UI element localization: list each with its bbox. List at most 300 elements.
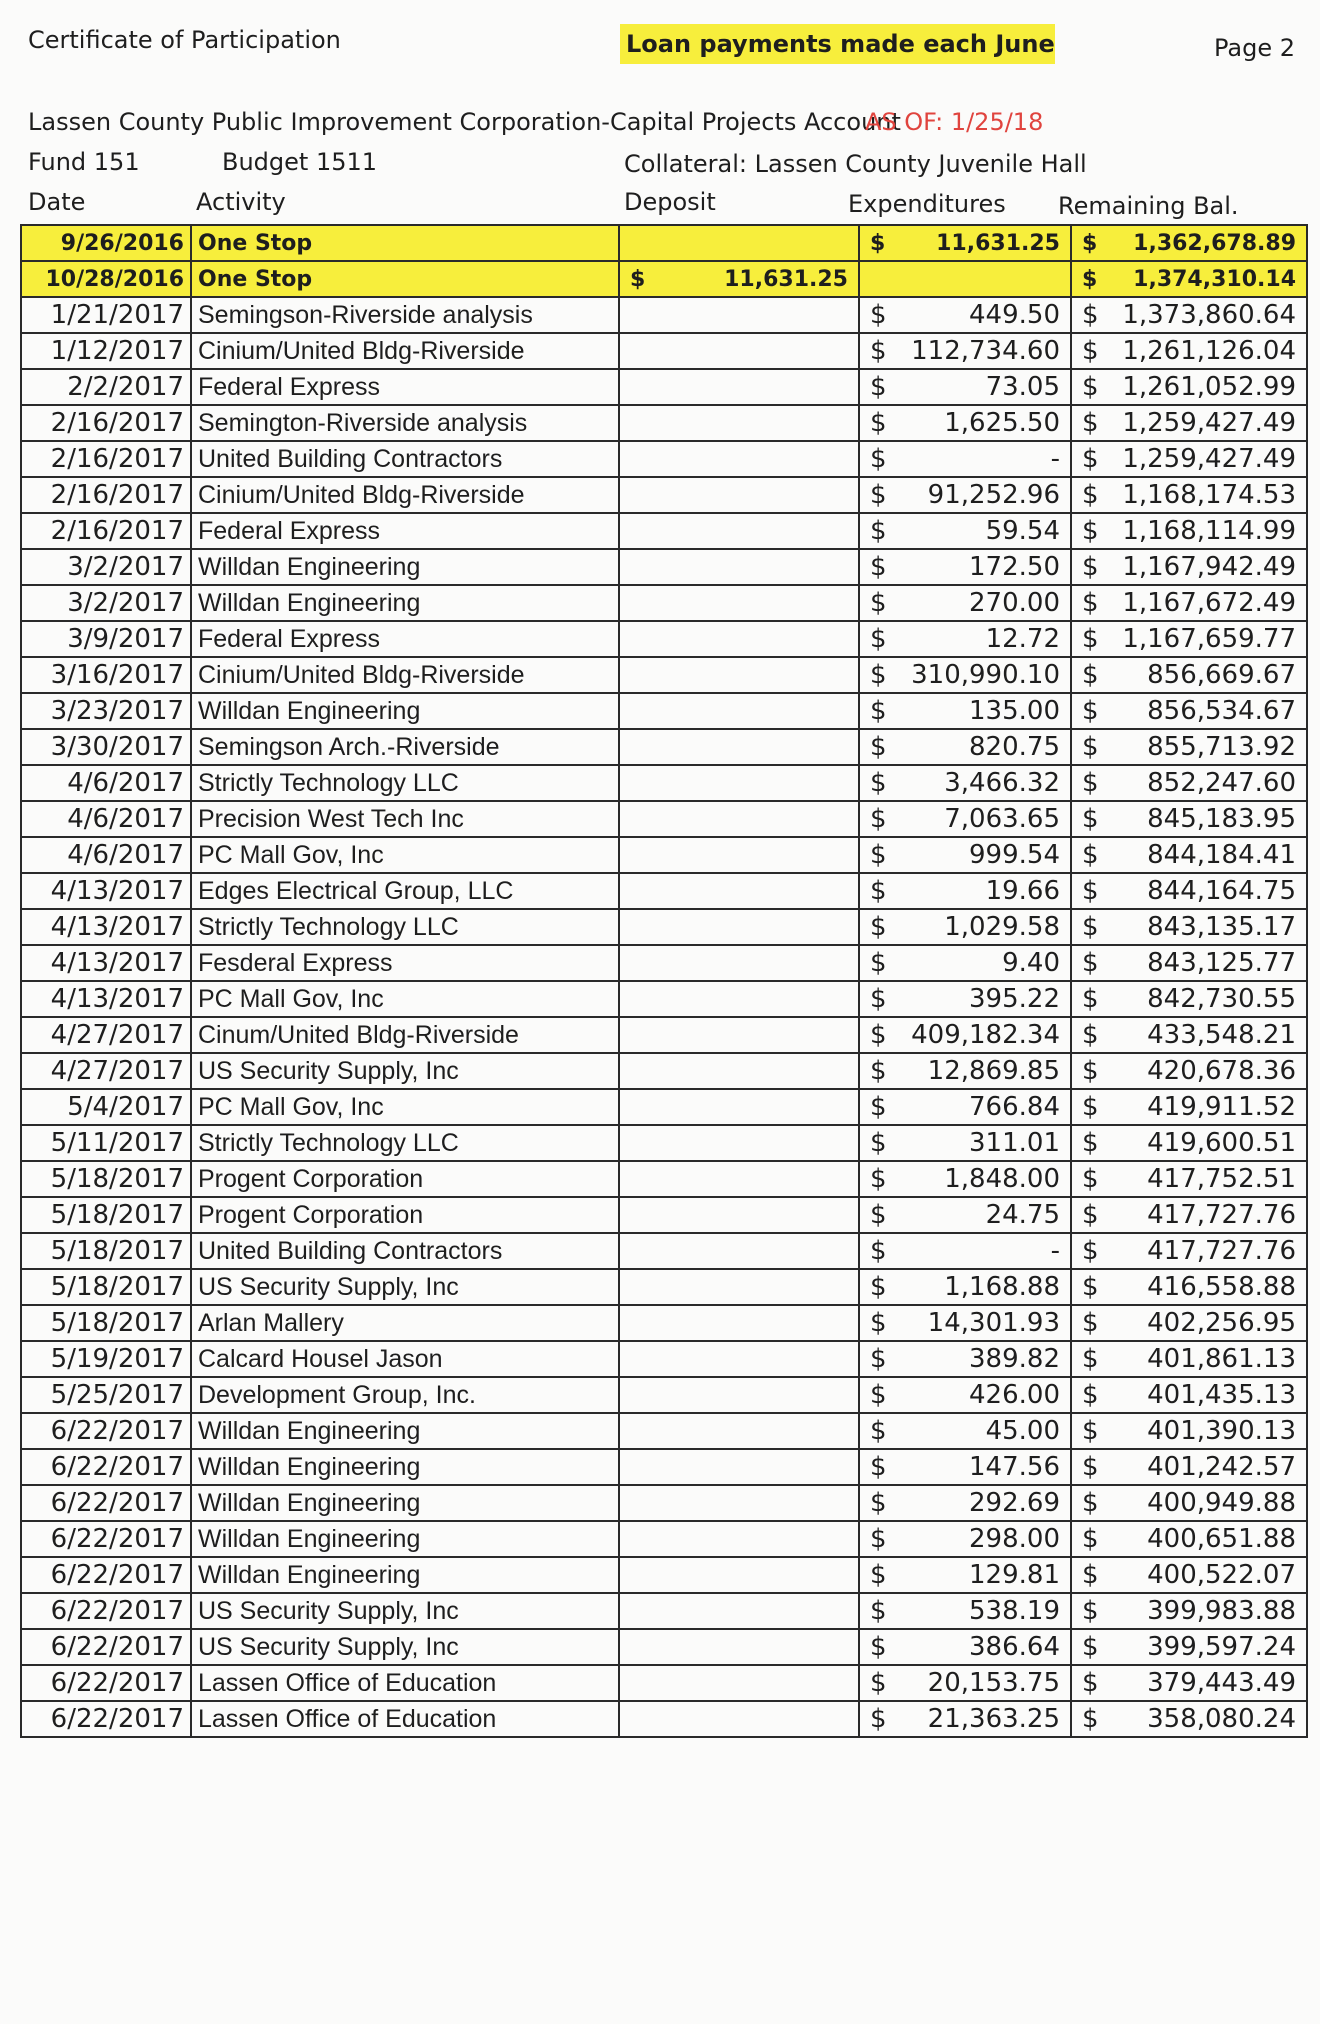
expenditure-cell	[859, 549, 1071, 585]
balance-cell-amount: 1,259,427.49	[1122, 444, 1296, 474]
currency-symbol: $	[870, 1272, 887, 1302]
date-cell: 4/6/2017	[21, 801, 191, 837]
date-cell: 6/22/2017	[21, 1665, 191, 1701]
table-row	[21, 477, 1307, 513]
expenditure-cell	[859, 1521, 1071, 1557]
deposit-cell	[619, 297, 859, 333]
deposit-cell	[619, 873, 859, 909]
table-row	[21, 1377, 1307, 1413]
balance-cell	[1071, 1449, 1307, 1485]
table-row	[21, 729, 1307, 765]
activity-cell: Federal Express	[191, 369, 619, 405]
deposit-cell-amount: 11,631.25	[724, 266, 848, 292]
deposit-cell	[619, 1665, 859, 1701]
deposit-cell	[619, 1197, 859, 1233]
currency-symbol: $	[870, 804, 887, 834]
currency-symbol: $	[870, 732, 887, 762]
expenditure-cell	[859, 1629, 1071, 1665]
activity-cell: Strictly Technology LLC	[191, 909, 619, 945]
balance-cell-amount: 401,861.13	[1147, 1344, 1296, 1374]
date-cell: 3/2/2017	[21, 585, 191, 621]
deposit-cell	[619, 1413, 859, 1449]
currency-symbol: $	[870, 1092, 887, 1122]
balance-cell	[1071, 1161, 1307, 1197]
deposit-cell	[619, 837, 859, 873]
currency-symbol: $	[870, 1632, 887, 1662]
balance-cell	[1071, 765, 1307, 801]
activity-cell: United Building Contractors	[191, 1233, 619, 1269]
document-title: Certificate of Participation	[28, 26, 341, 54]
currency-symbol: $	[870, 1416, 887, 1446]
balance-cell	[1071, 801, 1307, 837]
balance-cell	[1071, 1017, 1307, 1053]
currency-symbol: $	[870, 300, 887, 330]
balance-cell-amount: 856,669.67	[1147, 660, 1296, 690]
table-row	[21, 1593, 1307, 1629]
activity-cell: US Security Supply, Inc	[191, 1629, 619, 1665]
currency-symbol: $	[870, 1164, 887, 1194]
currency-symbol: $	[1082, 912, 1099, 942]
expenditure-cell-amount: 538.19	[969, 1596, 1060, 1626]
balance-cell-amount: 416,558.88	[1147, 1272, 1296, 1302]
table-row	[21, 1629, 1307, 1665]
balance-cell-amount: 379,443.49	[1147, 1668, 1296, 1698]
balance-cell	[1071, 909, 1307, 945]
currency-symbol: $	[1082, 480, 1099, 510]
currency-symbol: $	[1082, 1272, 1099, 1302]
deposit-cell	[619, 909, 859, 945]
activity-cell: Willdan Engineering	[191, 693, 619, 729]
date-cell: 5/18/2017	[21, 1269, 191, 1305]
balance-cell	[1071, 1413, 1307, 1449]
currency-symbol: $	[1082, 1668, 1099, 1698]
balance-cell	[1071, 729, 1307, 765]
expenditure-cell-amount: 9.40	[1002, 948, 1060, 978]
balance-cell-amount: 399,597.24	[1147, 1632, 1296, 1662]
deposit-cell	[619, 1125, 859, 1161]
table-row	[21, 1557, 1307, 1593]
balance-cell	[1071, 621, 1307, 657]
balance-cell	[1071, 1593, 1307, 1629]
balance-cell-amount: 402,256.95	[1147, 1308, 1296, 1338]
balance-cell	[1071, 225, 1307, 261]
deposit-cell	[619, 1341, 859, 1377]
activity-cell: One Stop	[191, 261, 619, 297]
deposit-cell	[619, 549, 859, 585]
expenditure-cell-amount: 270.00	[969, 588, 1060, 618]
deposit-cell	[619, 585, 859, 621]
collateral-label: Collateral: Lassen County Juvenile Hall	[624, 150, 1087, 178]
balance-cell	[1071, 585, 1307, 621]
table-row	[21, 873, 1307, 909]
expenditure-cell-amount: 449.50	[969, 300, 1060, 330]
date-cell: 2/16/2017	[21, 477, 191, 513]
balance-cell-amount: 1,261,126.04	[1122, 336, 1296, 366]
date-cell: 4/27/2017	[21, 1053, 191, 1089]
currency-symbol: $	[870, 876, 887, 906]
currency-symbol: $	[870, 840, 887, 870]
expenditure-cell-amount: 386.64	[969, 1632, 1060, 1662]
date-cell: 3/23/2017	[21, 693, 191, 729]
table-row	[21, 1089, 1307, 1125]
date-cell: 4/13/2017	[21, 909, 191, 945]
balance-cell-amount: 401,390.13	[1147, 1416, 1296, 1446]
balance-cell	[1071, 1701, 1307, 1737]
currency-symbol: $	[1082, 1488, 1099, 1518]
balance-cell-amount: 401,242.57	[1147, 1452, 1296, 1482]
balance-cell-amount: 419,911.52	[1147, 1092, 1296, 1122]
deposit-cell	[619, 261, 859, 297]
date-cell: 5/18/2017	[21, 1161, 191, 1197]
table-row	[21, 1521, 1307, 1557]
expenditure-cell	[859, 225, 1071, 261]
date-cell: 3/16/2017	[21, 657, 191, 693]
currency-symbol: $	[870, 1704, 887, 1734]
currency-symbol: $	[870, 1488, 887, 1518]
expenditure-cell-amount: 310,990.10	[911, 660, 1060, 690]
expenditure-cell-amount: 12,869.85	[927, 1056, 1060, 1086]
deposit-cell	[619, 405, 859, 441]
deposit-cell	[619, 1089, 859, 1125]
balance-cell	[1071, 1521, 1307, 1557]
deposit-cell	[619, 621, 859, 657]
activity-cell: Willdan Engineering	[191, 1449, 619, 1485]
expenditure-cell-amount: 1,848.00	[944, 1164, 1060, 1194]
currency-symbol: $	[1082, 1164, 1099, 1194]
balance-cell-amount: 844,184.41	[1147, 840, 1296, 870]
balance-cell-amount: 843,135.17	[1147, 912, 1296, 942]
expenditure-cell-amount: 59.54	[985, 516, 1060, 546]
balance-cell-amount: 1,167,659.77	[1122, 624, 1296, 654]
deposit-cell	[619, 1305, 859, 1341]
currency-symbol: $	[1082, 372, 1099, 402]
currency-symbol: $	[870, 516, 887, 546]
expenditure-cell-amount: 147.56	[969, 1452, 1060, 1482]
deposit-cell	[619, 981, 859, 1017]
balance-cell	[1071, 945, 1307, 981]
currency-symbol: $	[870, 660, 887, 690]
balance-cell-amount: 843,125.77	[1147, 948, 1296, 978]
expenditure-cell	[859, 1305, 1071, 1341]
deposit-cell	[619, 1269, 859, 1305]
date-cell: 9/26/2016	[21, 225, 191, 261]
balance-cell-amount: 1,374,310.14	[1133, 266, 1296, 292]
date-cell: 5/19/2017	[21, 1341, 191, 1377]
expenditure-cell	[859, 441, 1071, 477]
currency-symbol: $	[1082, 1308, 1099, 1338]
date-cell: 4/27/2017	[21, 1017, 191, 1053]
expenditure-cell	[859, 1053, 1071, 1089]
date-cell: 6/22/2017	[21, 1701, 191, 1737]
balance-cell-amount: 855,713.92	[1147, 732, 1296, 762]
balance-cell-amount: 433,548.21	[1147, 1020, 1296, 1050]
balance-cell	[1071, 1125, 1307, 1161]
expenditure-cell-amount: 172.50	[969, 552, 1060, 582]
date-cell: 5/18/2017	[21, 1197, 191, 1233]
balance-cell-amount: 417,727.76	[1147, 1200, 1296, 1230]
expenditure-cell	[859, 1449, 1071, 1485]
currency-symbol: $	[870, 768, 887, 798]
currency-symbol: $	[1082, 1344, 1099, 1374]
balance-cell	[1071, 981, 1307, 1017]
activity-cell: Strictly Technology LLC	[191, 765, 619, 801]
currency-symbol: $	[870, 1452, 887, 1482]
balance-cell-amount: 1,362,678.89	[1133, 230, 1296, 256]
balance-cell	[1071, 369, 1307, 405]
activity-cell: Cinium/United Bldg-Riverside	[191, 477, 619, 513]
balance-cell	[1071, 513, 1307, 549]
table-row	[21, 585, 1307, 621]
balance-cell-amount: 358,080.24	[1147, 1704, 1296, 1734]
expenditure-cell-amount: 1,625.50	[944, 408, 1060, 438]
table-row	[21, 549, 1307, 585]
deposit-cell	[619, 1701, 859, 1737]
activity-cell: One Stop	[191, 225, 619, 261]
column-header-expenditures: Expenditures	[848, 190, 1006, 218]
expenditure-cell	[859, 1593, 1071, 1629]
date-cell: 3/2/2017	[21, 549, 191, 585]
date-cell: 2/16/2017	[21, 441, 191, 477]
currency-symbol: $	[870, 1020, 887, 1050]
currency-symbol: $	[1082, 1020, 1099, 1050]
expenditure-cell	[859, 621, 1071, 657]
currency-symbol: $	[630, 266, 646, 292]
balance-cell	[1071, 441, 1307, 477]
activity-cell: PC Mall Gov, Inc	[191, 1089, 619, 1125]
expenditure-cell	[859, 1233, 1071, 1269]
expenditure-cell	[859, 873, 1071, 909]
activity-cell: Edges Electrical Group, LLC	[191, 873, 619, 909]
expenditure-cell-amount: 12.72	[985, 624, 1060, 654]
currency-symbol: $	[1082, 1524, 1099, 1554]
expenditure-cell	[859, 837, 1071, 873]
balance-cell-amount: 400,522.07	[1147, 1560, 1296, 1590]
currency-symbol: $	[1082, 1056, 1099, 1086]
activity-cell: Fesderal Express	[191, 945, 619, 981]
balance-cell	[1071, 1089, 1307, 1125]
currency-symbol: $	[1082, 1704, 1099, 1734]
expenditure-cell-amount: 7,063.65	[944, 804, 1060, 834]
deposit-cell	[619, 1161, 859, 1197]
activity-cell: Cinium/United Bldg-Riverside	[191, 333, 619, 369]
balance-cell-amount: 401,435.13	[1147, 1380, 1296, 1410]
expenditure-cell	[859, 729, 1071, 765]
activity-cell: Development Group, Inc.	[191, 1377, 619, 1413]
expenditure-cell	[859, 1089, 1071, 1125]
currency-symbol: $	[1082, 804, 1099, 834]
deposit-cell	[619, 1233, 859, 1269]
table-row	[21, 945, 1307, 981]
expenditure-cell-amount: 292.69	[969, 1488, 1060, 1518]
currency-symbol: $	[870, 1596, 887, 1626]
balance-cell	[1071, 1305, 1307, 1341]
table-row	[21, 1341, 1307, 1377]
balance-cell	[1071, 873, 1307, 909]
activity-cell: US Security Supply, Inc	[191, 1269, 619, 1305]
currency-symbol: $	[870, 696, 887, 726]
balance-cell-amount: 852,247.60	[1147, 768, 1296, 798]
expenditure-cell	[859, 765, 1071, 801]
table-row	[21, 369, 1307, 405]
currency-symbol: $	[870, 1128, 887, 1158]
table-row	[21, 837, 1307, 873]
table-row	[21, 1485, 1307, 1521]
activity-cell: Semingson-Riverside analysis	[191, 297, 619, 333]
currency-symbol: $	[1082, 230, 1098, 256]
activity-cell: Cinum/United Bldg-Riverside	[191, 1017, 619, 1053]
table-row	[21, 1305, 1307, 1341]
expenditure-cell-amount: 129.81	[969, 1560, 1060, 1590]
column-header-deposit: Deposit	[624, 188, 716, 216]
currency-symbol: $	[1082, 732, 1099, 762]
currency-symbol: $	[1082, 516, 1099, 546]
date-cell: 6/22/2017	[21, 1557, 191, 1593]
currency-symbol: $	[870, 552, 887, 582]
date-cell: 5/25/2017	[21, 1377, 191, 1413]
currency-symbol: $	[1082, 588, 1099, 618]
table-row	[21, 261, 1307, 297]
table-row	[21, 1449, 1307, 1485]
expenditure-cell-amount: 395.22	[969, 984, 1060, 1014]
currency-symbol: $	[1082, 768, 1099, 798]
balance-cell	[1071, 1197, 1307, 1233]
activity-cell: US Security Supply, Inc	[191, 1593, 619, 1629]
date-cell: 4/6/2017	[21, 837, 191, 873]
expenditure-cell-amount: 1,168.88	[944, 1272, 1060, 1302]
expenditure-cell-amount: 19.66	[985, 876, 1060, 906]
column-header-activity: Activity	[196, 188, 286, 216]
date-cell: 5/18/2017	[21, 1305, 191, 1341]
expenditure-cell	[859, 333, 1071, 369]
table-row	[21, 1701, 1307, 1737]
date-cell: 1/21/2017	[21, 297, 191, 333]
date-cell: 6/22/2017	[21, 1629, 191, 1665]
date-cell: 6/22/2017	[21, 1449, 191, 1485]
activity-cell: Willdan Engineering	[191, 1557, 619, 1593]
expenditure-cell	[859, 1665, 1071, 1701]
balance-cell-amount: 399,983.88	[1147, 1596, 1296, 1626]
currency-symbol: $	[870, 1380, 887, 1410]
date-cell: 4/6/2017	[21, 765, 191, 801]
expenditure-cell	[859, 945, 1071, 981]
expenditure-cell	[859, 297, 1071, 333]
balance-cell-amount: 1,259,427.49	[1122, 408, 1296, 438]
table-row	[21, 441, 1307, 477]
activity-cell: Willdan Engineering	[191, 1521, 619, 1557]
currency-symbol: $	[1082, 336, 1099, 366]
expenditure-cell	[859, 693, 1071, 729]
expenditure-cell	[859, 1269, 1071, 1305]
table-row	[21, 225, 1307, 261]
expenditure-cell	[859, 1413, 1071, 1449]
expenditure-cell	[859, 369, 1071, 405]
balance-cell-amount: 400,651.88	[1147, 1524, 1296, 1554]
date-cell: 6/22/2017	[21, 1521, 191, 1557]
currency-symbol: $	[1082, 1632, 1099, 1662]
currency-symbol: $	[1082, 984, 1099, 1014]
expenditure-cell-amount: 14,301.93	[927, 1308, 1060, 1338]
deposit-cell	[619, 477, 859, 513]
currency-symbol: $	[870, 230, 886, 256]
deposit-cell	[619, 657, 859, 693]
currency-symbol: $	[870, 984, 887, 1014]
table-row	[21, 513, 1307, 549]
balance-cell	[1071, 1485, 1307, 1521]
currency-symbol: $	[870, 1344, 887, 1374]
date-cell: 3/9/2017	[21, 621, 191, 657]
balance-cell	[1071, 1665, 1307, 1701]
balance-cell-amount: 1,168,174.53	[1122, 480, 1296, 510]
currency-symbol: $	[1082, 1596, 1099, 1626]
currency-symbol: $	[870, 1200, 887, 1230]
balance-cell-amount: 845,183.95	[1147, 804, 1296, 834]
table-row	[21, 1125, 1307, 1161]
activity-cell: US Security Supply, Inc	[191, 1053, 619, 1089]
table-row	[21, 801, 1307, 837]
currency-symbol: $	[1082, 1380, 1099, 1410]
table-row	[21, 621, 1307, 657]
highlighted-note: Loan payments made each June	[620, 24, 1055, 64]
expenditure-cell	[859, 981, 1071, 1017]
balance-cell	[1071, 1053, 1307, 1089]
expenditure-cell	[859, 801, 1071, 837]
balance-cell-amount: 417,727.76	[1147, 1236, 1296, 1266]
expenditure-cell-amount: 73.05	[985, 372, 1060, 402]
table-row	[21, 657, 1307, 693]
balance-cell	[1071, 837, 1307, 873]
date-cell: 5/11/2017	[21, 1125, 191, 1161]
date-cell: 5/18/2017	[21, 1233, 191, 1269]
currency-symbol: $	[1082, 408, 1099, 438]
column-header-date: Date	[28, 188, 86, 216]
currency-symbol: $	[870, 444, 887, 474]
expenditure-cell-amount: -	[1050, 444, 1060, 474]
account-name: Lassen County Public Improvement Corporation-Capital Projects Account	[28, 108, 901, 136]
deposit-cell	[619, 1593, 859, 1629]
table-row	[21, 1665, 1307, 1701]
expenditure-cell	[859, 1341, 1071, 1377]
currency-symbol: $	[870, 624, 887, 654]
expenditure-cell	[859, 1557, 1071, 1593]
expenditure-cell	[859, 1161, 1071, 1197]
as-of-date: AS OF: 1/25/18	[865, 108, 1044, 136]
expenditure-cell-amount: 112,734.60	[911, 336, 1060, 366]
currency-symbol: $	[1082, 266, 1098, 292]
currency-symbol: $	[1082, 696, 1099, 726]
activity-cell: Precision West Tech Inc	[191, 801, 619, 837]
fund-label: Fund 151	[28, 148, 140, 176]
balance-cell-amount: 1,167,942.49	[1122, 552, 1296, 582]
activity-cell: Cinium/United Bldg-Riverside	[191, 657, 619, 693]
balance-cell-amount: 400,949.88	[1147, 1488, 1296, 1518]
expenditure-cell	[859, 657, 1071, 693]
currency-symbol: $	[870, 1524, 887, 1554]
activity-cell: Semington-Riverside analysis	[191, 405, 619, 441]
balance-cell	[1071, 1341, 1307, 1377]
balance-cell	[1071, 1557, 1307, 1593]
date-cell: 10/28/2016	[21, 261, 191, 297]
expenditure-cell-amount: 298.00	[969, 1524, 1060, 1554]
expenditure-cell-amount: 11,631.25	[936, 230, 1060, 256]
table-row	[21, 765, 1307, 801]
deposit-cell	[619, 945, 859, 981]
deposit-cell	[619, 801, 859, 837]
activity-cell: PC Mall Gov, Inc	[191, 981, 619, 1017]
currency-symbol: $	[1082, 624, 1099, 654]
deposit-cell	[619, 729, 859, 765]
expenditure-cell-amount: 45.00	[985, 1416, 1060, 1446]
balance-cell	[1071, 261, 1307, 297]
